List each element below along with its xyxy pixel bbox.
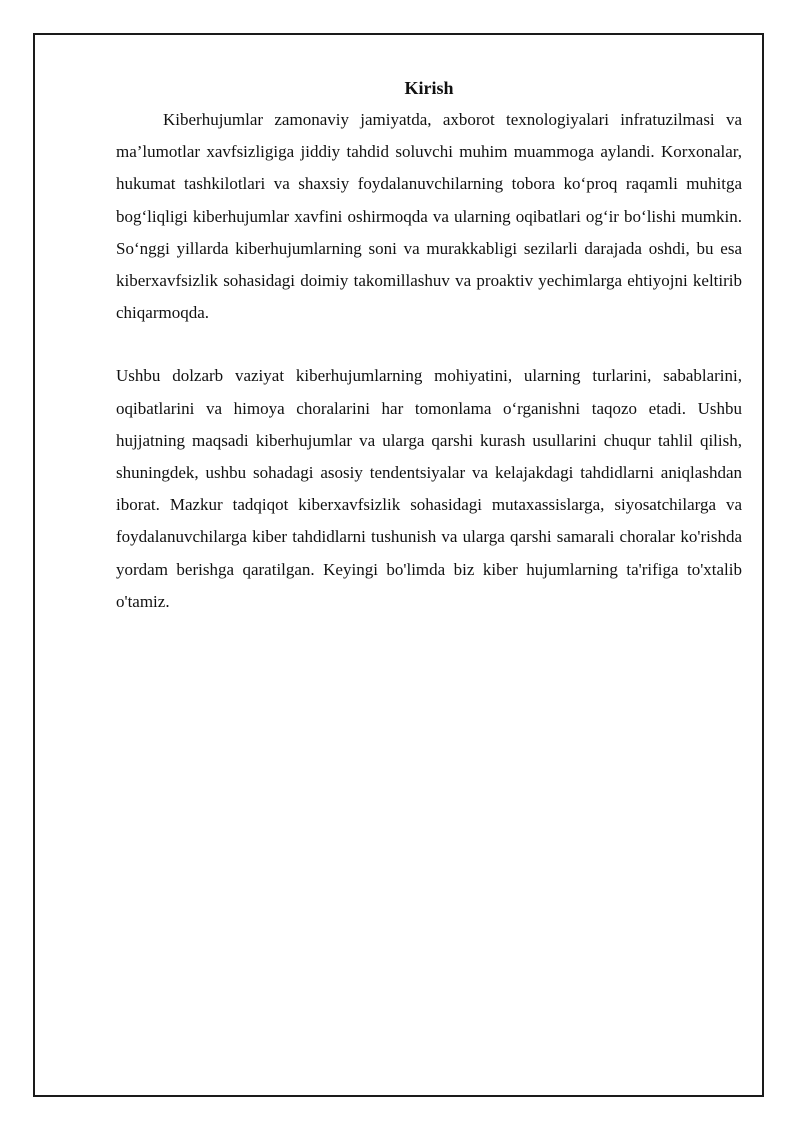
paragraph-purpose: Ushbu dolzarb vaziyat kiberhujumlarning mohiyatini, ularning turlarini, sabablarini, oqibatlarini va himoya choralarini har tomonlama o‘rganishni taqozo etadi. Ushbu hujjatning maqsadi kiberhujumlar va ularga qarshi kurash usullarini chuqur tahlil qilish, shuningdek, ushbu sohadagi asosiy tendentsiyalar va kelajakdagi tahdidlarni aniqlashdan iborat. Mazkur tadqiqot kiberxavfsizlik sohasidagi mutaxassislarga, siyosatchilarga va foydalanuvchilarga kiber tahdidlarni tushunish va ularga qarshi samarali choralar ko'rishda yordam berishga qaratilgan. Keyingi bo'limda biz kiber hujumlarning ta'rifiga to'xtalib o'tamiz.: [116, 366, 742, 611]
paragraph-introduction: Kiberhujumlar zamonaviy jamiyatda, axborot texnologiyalari infratuzilmasi va ma’lumotlar xavfsizligiga jiddiy tahdid soluvchi muhim muammoga aylandi. Korxonalar, hukumat tashkilotlari va shaxsiy foydalanuvchilarning tobora ko‘proq raqamli muhitga bog‘liqligi kiberhujumlar xavfini oshirmoqda va ularning oqibatlari og‘ir bo‘lishi mumkin. So‘nggi yillarda kiberhujumlarning soni va murakkabligi sezilarli darajada oshdi, bu esa kiberxavfsizlik sohasidagi doimiy takomillashuv va proaktiv yechimlarga ehtiyojni keltirib chiqarmoqda.: [116, 110, 742, 323]
document-body: [116, 76, 742, 618]
section-heading: Kirish: [404, 78, 454, 98]
